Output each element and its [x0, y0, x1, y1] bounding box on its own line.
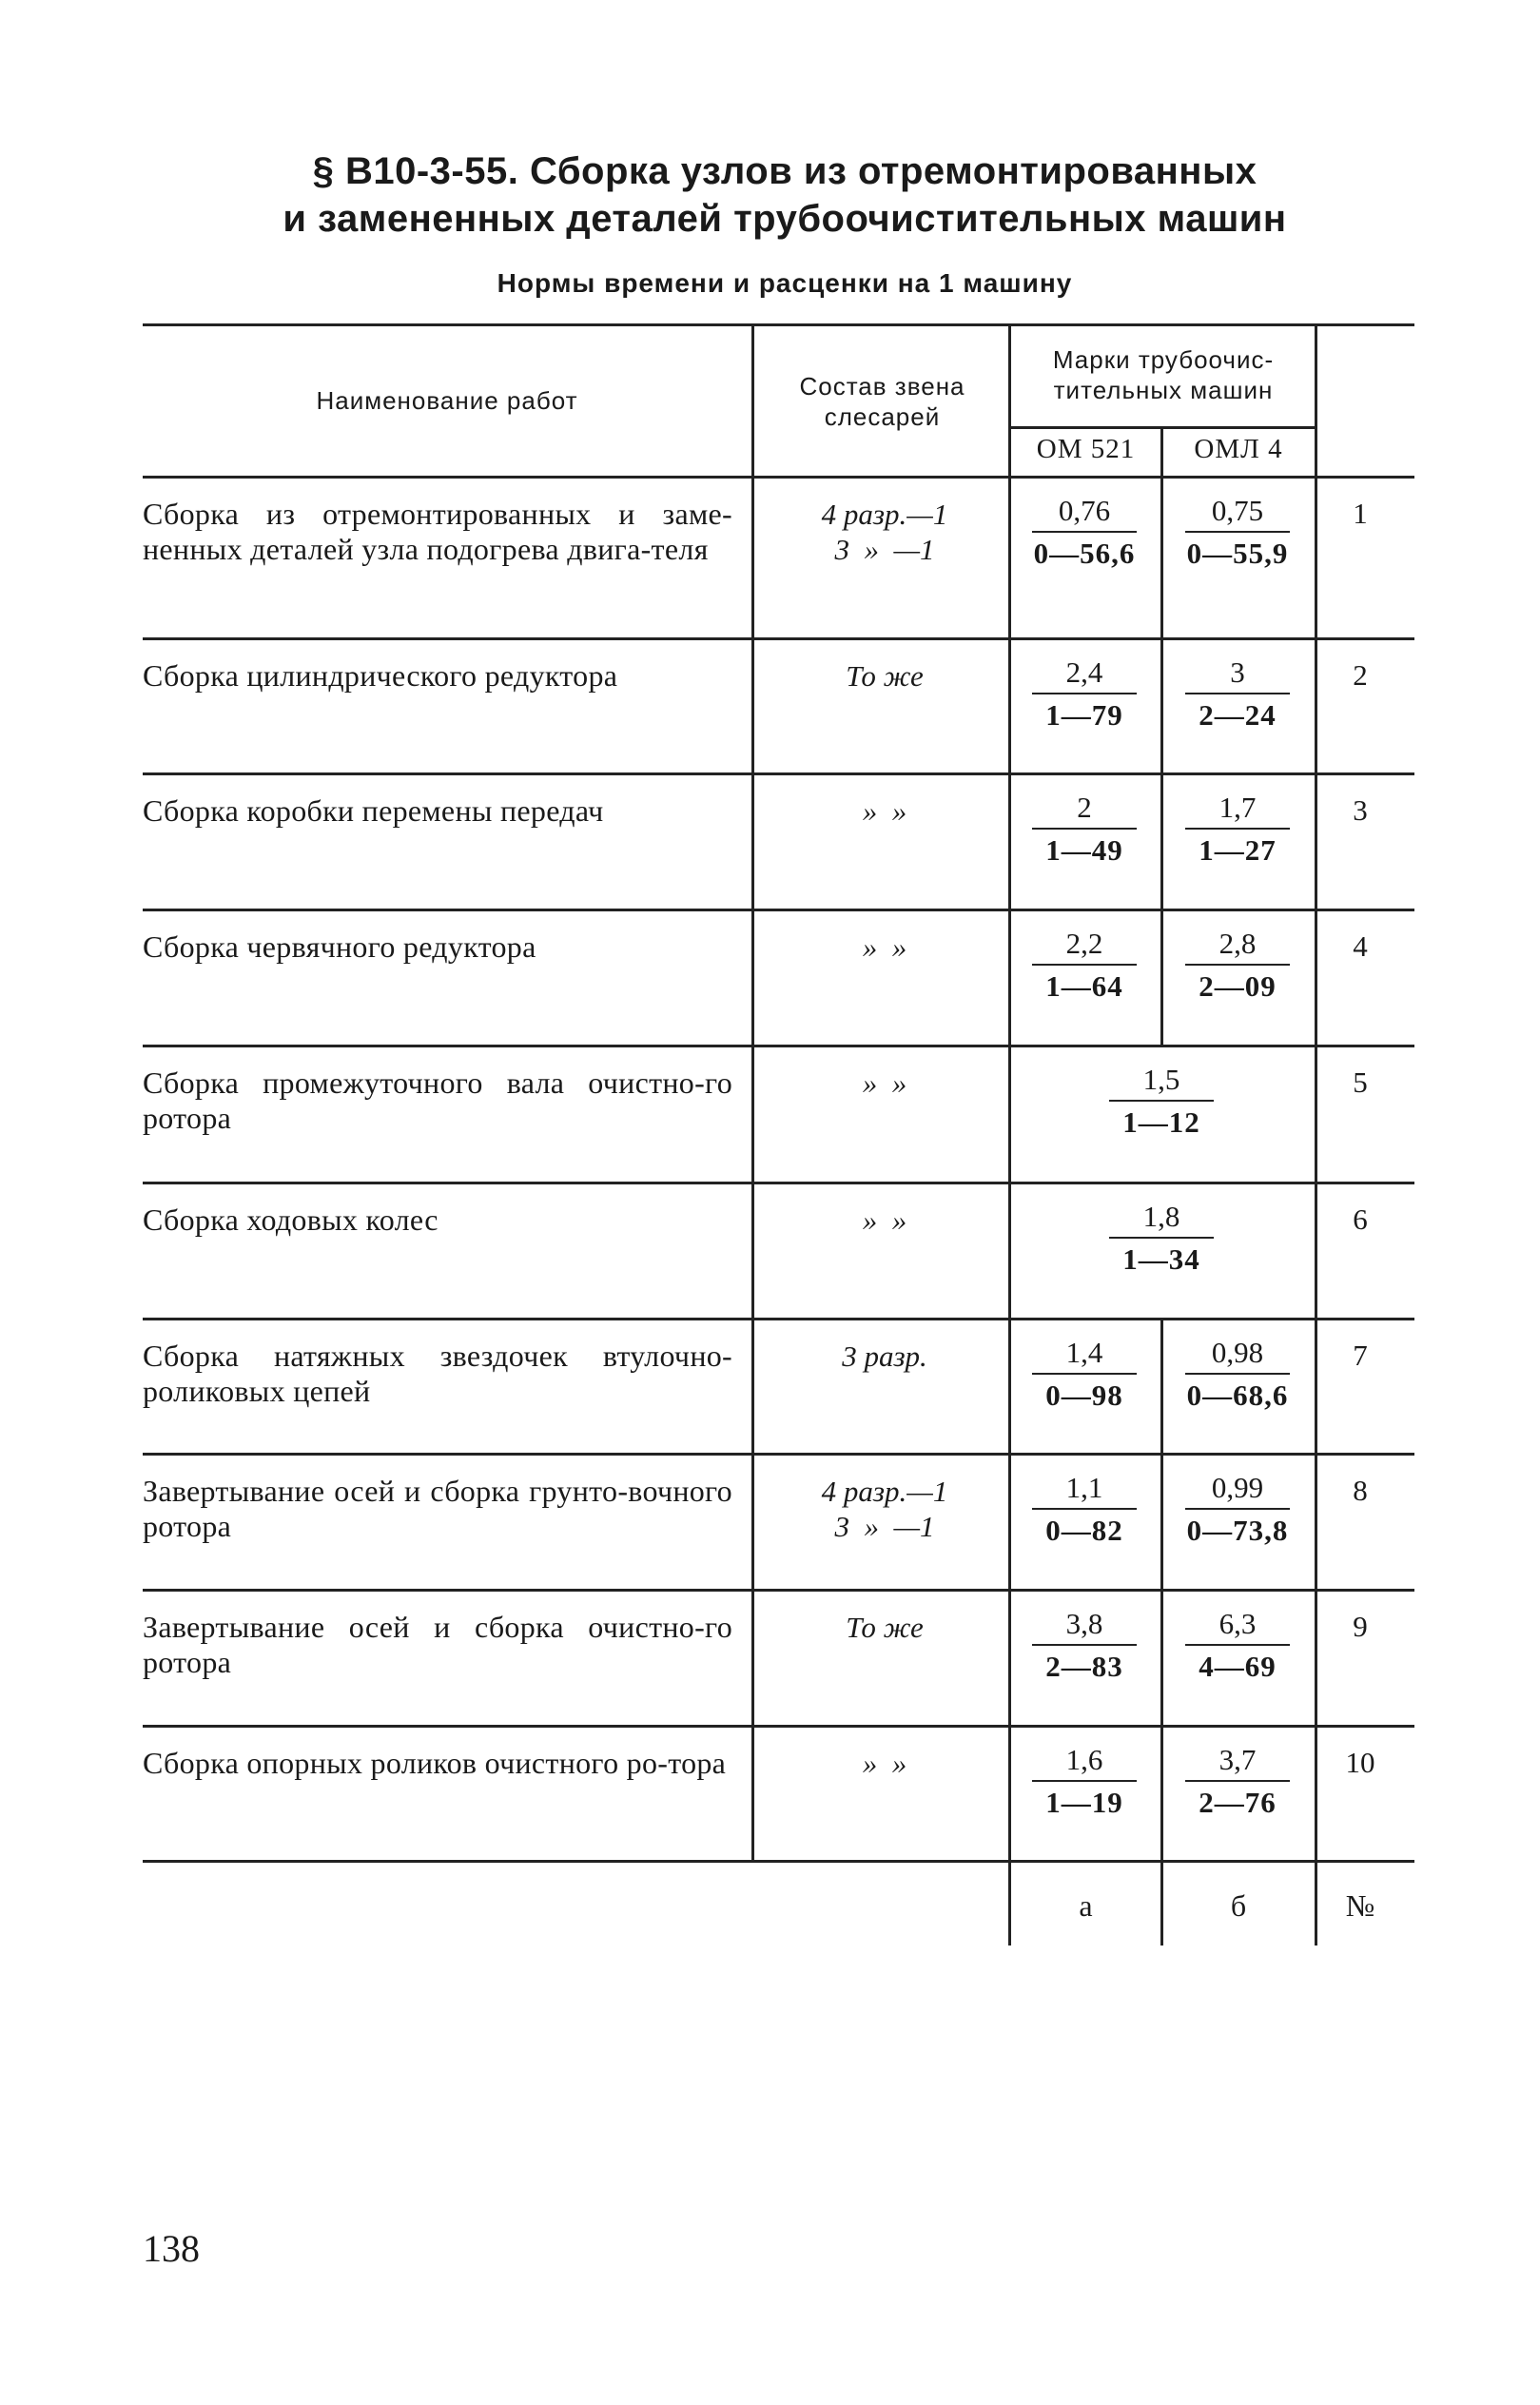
fraction-bar	[1032, 1780, 1137, 1782]
col-divider-b	[1160, 772, 1163, 909]
col-divider-crew	[751, 323, 754, 1860]
row-number: 7	[1353, 1339, 1368, 1372]
header-crew	[756, 371, 1008, 432]
norm-cell-oml4	[1166, 1470, 1309, 1548]
work-name: Завертывание осей и сборка грунто-вочного ротора	[143, 1474, 732, 1543]
fraction-bar	[1109, 1237, 1214, 1239]
section-title	[143, 147, 1427, 243]
rate-price: 1—19	[1045, 1786, 1123, 1819]
crew-composition: » »	[862, 930, 907, 964]
rate-price: 2—83	[1045, 1650, 1123, 1683]
col-divider-a	[1008, 323, 1011, 1946]
row-rule	[143, 637, 1414, 640]
crew-composition: » »	[862, 1203, 907, 1237]
fraction-bar	[1032, 531, 1137, 533]
row-number: 2	[1353, 658, 1368, 692]
norm-cell-om521	[1013, 655, 1156, 733]
norm-time: 1,8	[1142, 1200, 1180, 1233]
norm-cell-oml4	[1166, 1606, 1309, 1684]
header-crew-line2: слесарей	[824, 402, 941, 431]
norm-time: 6,3	[1218, 1607, 1257, 1640]
fraction-bar	[1032, 693, 1137, 694]
table-subtitle: Нормы времени и расценки на 1 машину	[497, 268, 1073, 298]
norm-time: 0,76	[1058, 494, 1111, 527]
footer-label-b: б	[1230, 1888, 1247, 1923]
work-name: Сборка червячного редуктора	[143, 929, 536, 964]
rate-price: 0—82	[1045, 1514, 1123, 1547]
merged-norm-cell	[1090, 1062, 1233, 1140]
norm-cell-oml4	[1166, 790, 1309, 868]
rate-price: 1—34	[1122, 1242, 1200, 1276]
header-brands	[1011, 344, 1316, 405]
fraction-bar	[1032, 828, 1137, 830]
rate-price: 1—49	[1045, 833, 1123, 867]
rate-price: 1—27	[1199, 833, 1277, 867]
row-rule	[143, 1453, 1414, 1456]
crew-composition: 4 разр.—1 3 » —1	[821, 1475, 948, 1543]
row-number: 3	[1353, 793, 1368, 827]
table-top-rule	[143, 323, 1414, 326]
header-brands-line2: тительных машин	[1053, 376, 1274, 404]
norm-cell-om521	[1013, 1742, 1156, 1820]
work-name: Сборка опорных роликов очистного ро-тора	[143, 1746, 727, 1780]
norm-time: 0,99	[1211, 1471, 1264, 1504]
norm-cell-oml4	[1166, 1742, 1309, 1820]
norm-cell-om521	[1013, 1470, 1156, 1548]
fraction-bar	[1185, 1508, 1290, 1510]
norm-cell-oml4	[1166, 493, 1309, 571]
norm-time: 0,75	[1211, 494, 1264, 527]
row-number: 5	[1353, 1066, 1368, 1099]
rate-price: 4—69	[1199, 1650, 1277, 1683]
rate-price: 0—73,8	[1186, 1514, 1289, 1547]
page-number: 138	[143, 2227, 200, 2270]
col-divider-b	[1160, 426, 1163, 476]
col-divider-b	[1160, 1589, 1163, 1725]
col-divider-b	[1160, 1453, 1163, 1589]
row-number: 4	[1353, 929, 1368, 963]
rate-price: 1—64	[1045, 969, 1123, 1003]
crew-composition: » »	[862, 1066, 907, 1100]
fraction-bar	[1185, 1644, 1290, 1646]
rate-price: 2—09	[1199, 969, 1277, 1003]
row-number: 1	[1353, 497, 1368, 530]
fraction-bar	[1109, 1100, 1214, 1102]
norm-time: 1,1	[1065, 1471, 1103, 1504]
fraction-bar	[1185, 1780, 1290, 1782]
fraction-bar	[1032, 1644, 1137, 1646]
fraction-bar	[1185, 1373, 1290, 1375]
footer-label-no: №	[1345, 1888, 1375, 1923]
work-name: Сборка из отремонтированных и заме-ненных деталей узла подогрева двига-теля	[143, 497, 732, 566]
rate-price: 0—98	[1045, 1378, 1123, 1412]
norm-time: 1,4	[1065, 1336, 1103, 1369]
crew-composition: 4 разр.—1 3 » —1	[821, 498, 948, 566]
header-crew-line1: Состав звена	[799, 372, 965, 401]
row-rule	[143, 1725, 1414, 1728]
col-divider-b	[1160, 1725, 1163, 1860]
work-name: Завертывание осей и сборка очистно-го ротора	[143, 1610, 732, 1679]
title-line-1: § В10-3-55. Сборка узлов из отремонтированных	[312, 150, 1257, 192]
footer-label-a: а	[1079, 1888, 1093, 1923]
header-brands-line1: Марки трубоочис-	[1052, 345, 1275, 374]
norm-time: 3,7	[1218, 1743, 1257, 1776]
col-divider-b	[1160, 476, 1163, 637]
row-number: 6	[1353, 1202, 1368, 1236]
row-number: 8	[1353, 1474, 1368, 1507]
header-col-a: ОМ 521	[1036, 434, 1136, 464]
col-divider-b	[1160, 909, 1163, 1045]
norm-time: 2,2	[1065, 927, 1103, 960]
col-divider-b	[1160, 1318, 1163, 1453]
norm-time: 2	[1077, 791, 1092, 824]
norm-time: 1,5	[1142, 1063, 1180, 1096]
crew-composition: » »	[862, 794, 907, 828]
crew-composition: » »	[862, 1747, 907, 1780]
norm-cell-oml4	[1166, 1335, 1309, 1413]
rate-price: 0—56,6	[1033, 537, 1136, 570]
norm-time: 3,8	[1065, 1607, 1103, 1640]
row-rule	[143, 1589, 1414, 1592]
header-col-b: ОМЛ 4	[1194, 434, 1283, 464]
rate-price: 1—12	[1122, 1105, 1200, 1139]
table-bottom-rule	[143, 1860, 1414, 1863]
norm-cell-oml4	[1166, 655, 1309, 733]
col-divider-b	[1160, 1860, 1163, 1946]
rate-price: 1—79	[1045, 698, 1123, 732]
norm-cell-om521	[1013, 926, 1156, 1004]
rate-price: 2—24	[1199, 698, 1277, 732]
row-rule	[143, 1045, 1414, 1047]
col-divider-no	[1315, 323, 1317, 1946]
crew-composition: 3 разр.	[842, 1339, 927, 1373]
row-number: 10	[1345, 1746, 1375, 1779]
row-rule	[143, 1182, 1414, 1184]
norm-time: 2,8	[1218, 927, 1257, 960]
fraction-bar	[1185, 693, 1290, 694]
rate-price: 0—55,9	[1186, 537, 1289, 570]
row-rule	[143, 772, 1414, 775]
rate-price: 0—68,6	[1186, 1378, 1289, 1412]
norm-time: 0,98	[1211, 1336, 1264, 1369]
fraction-bar	[1185, 828, 1290, 830]
work-name: Сборка промежуточного вала очистно-го ротора	[143, 1066, 732, 1135]
work-name: Сборка коробки перемены передач	[143, 793, 604, 828]
work-name: Сборка цилиндрического редуктора	[143, 658, 618, 693]
fraction-bar	[1185, 531, 1290, 533]
rate-price: 2—76	[1199, 1786, 1277, 1819]
fraction-bar	[1032, 964, 1137, 966]
fraction-bar	[1032, 1508, 1137, 1510]
norm-cell-om521	[1013, 1335, 1156, 1413]
crew-composition: То же	[846, 659, 924, 693]
row-rule	[143, 476, 1414, 479]
fraction-bar	[1032, 1373, 1137, 1375]
fraction-bar	[1185, 964, 1290, 966]
row-rule	[143, 1318, 1414, 1320]
norm-cell-om521	[1013, 790, 1156, 868]
col-divider-b	[1160, 637, 1163, 772]
row-number: 9	[1353, 1610, 1368, 1643]
crew-composition: То же	[846, 1611, 924, 1644]
norm-time: 3	[1230, 655, 1245, 689]
merged-norm-cell	[1090, 1199, 1233, 1277]
row-rule	[143, 909, 1414, 911]
norm-cell-oml4	[1166, 926, 1309, 1004]
title-line-2: и замененных деталей трубоочистительных машин	[283, 198, 1287, 240]
work-name: Сборка натяжных звездочек втулочно-роликовых цепей	[143, 1339, 732, 1408]
norm-time: 2,4	[1065, 655, 1103, 689]
header-works: Наименование работ	[316, 386, 578, 415]
norm-time: 1,6	[1065, 1743, 1103, 1776]
norm-cell-om521	[1013, 1606, 1156, 1684]
norm-cell-om521	[1013, 493, 1156, 571]
work-name: Сборка ходовых колес	[143, 1202, 439, 1237]
norm-time: 1,7	[1218, 791, 1257, 824]
